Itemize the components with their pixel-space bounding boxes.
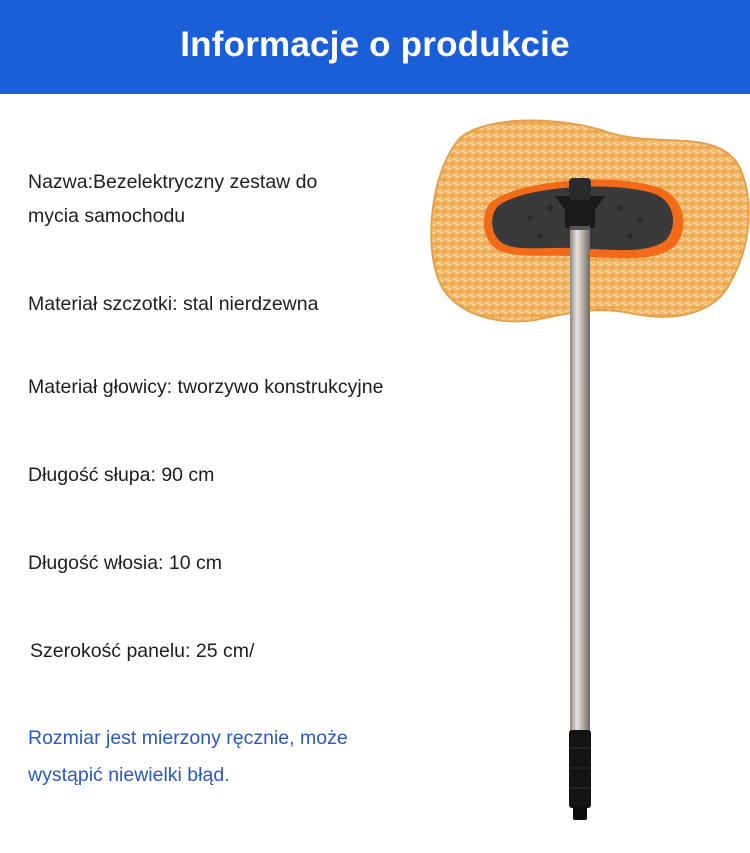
measurement-note-line1: Rozmiar jest mierzony ręcznie, może: [28, 727, 348, 749]
spec-pole-length: Długość słupa: 90 cm: [28, 464, 215, 486]
spec-head-material: Materiał głowicy: tworzywo konstrukcyjne: [28, 376, 384, 398]
page-title: Informacje o produkcie: [180, 25, 570, 64]
spec-panel-width: Szerokość panelu: 25 cm/: [30, 640, 255, 662]
measurement-note: [28, 720, 348, 794]
telescopic-pole: [570, 226, 590, 736]
spec-bristle-length: Długość włosia: 10 cm: [28, 552, 222, 574]
measurement-note-line2: wystąpić niewielki błąd.: [28, 764, 230, 786]
page-header: [0, 0, 750, 94]
spec-name: [28, 165, 317, 233]
spec-name-line1: Nazwa:Bezelektryczny zestaw do: [28, 171, 318, 193]
car-wash-mop-icon: [420, 108, 750, 838]
pole-grip: [569, 730, 591, 808]
spec-brush-material: Materiał szczotki: stal nierdzewna: [28, 293, 319, 315]
spec-name-line2: mycia samochodu: [28, 205, 186, 227]
